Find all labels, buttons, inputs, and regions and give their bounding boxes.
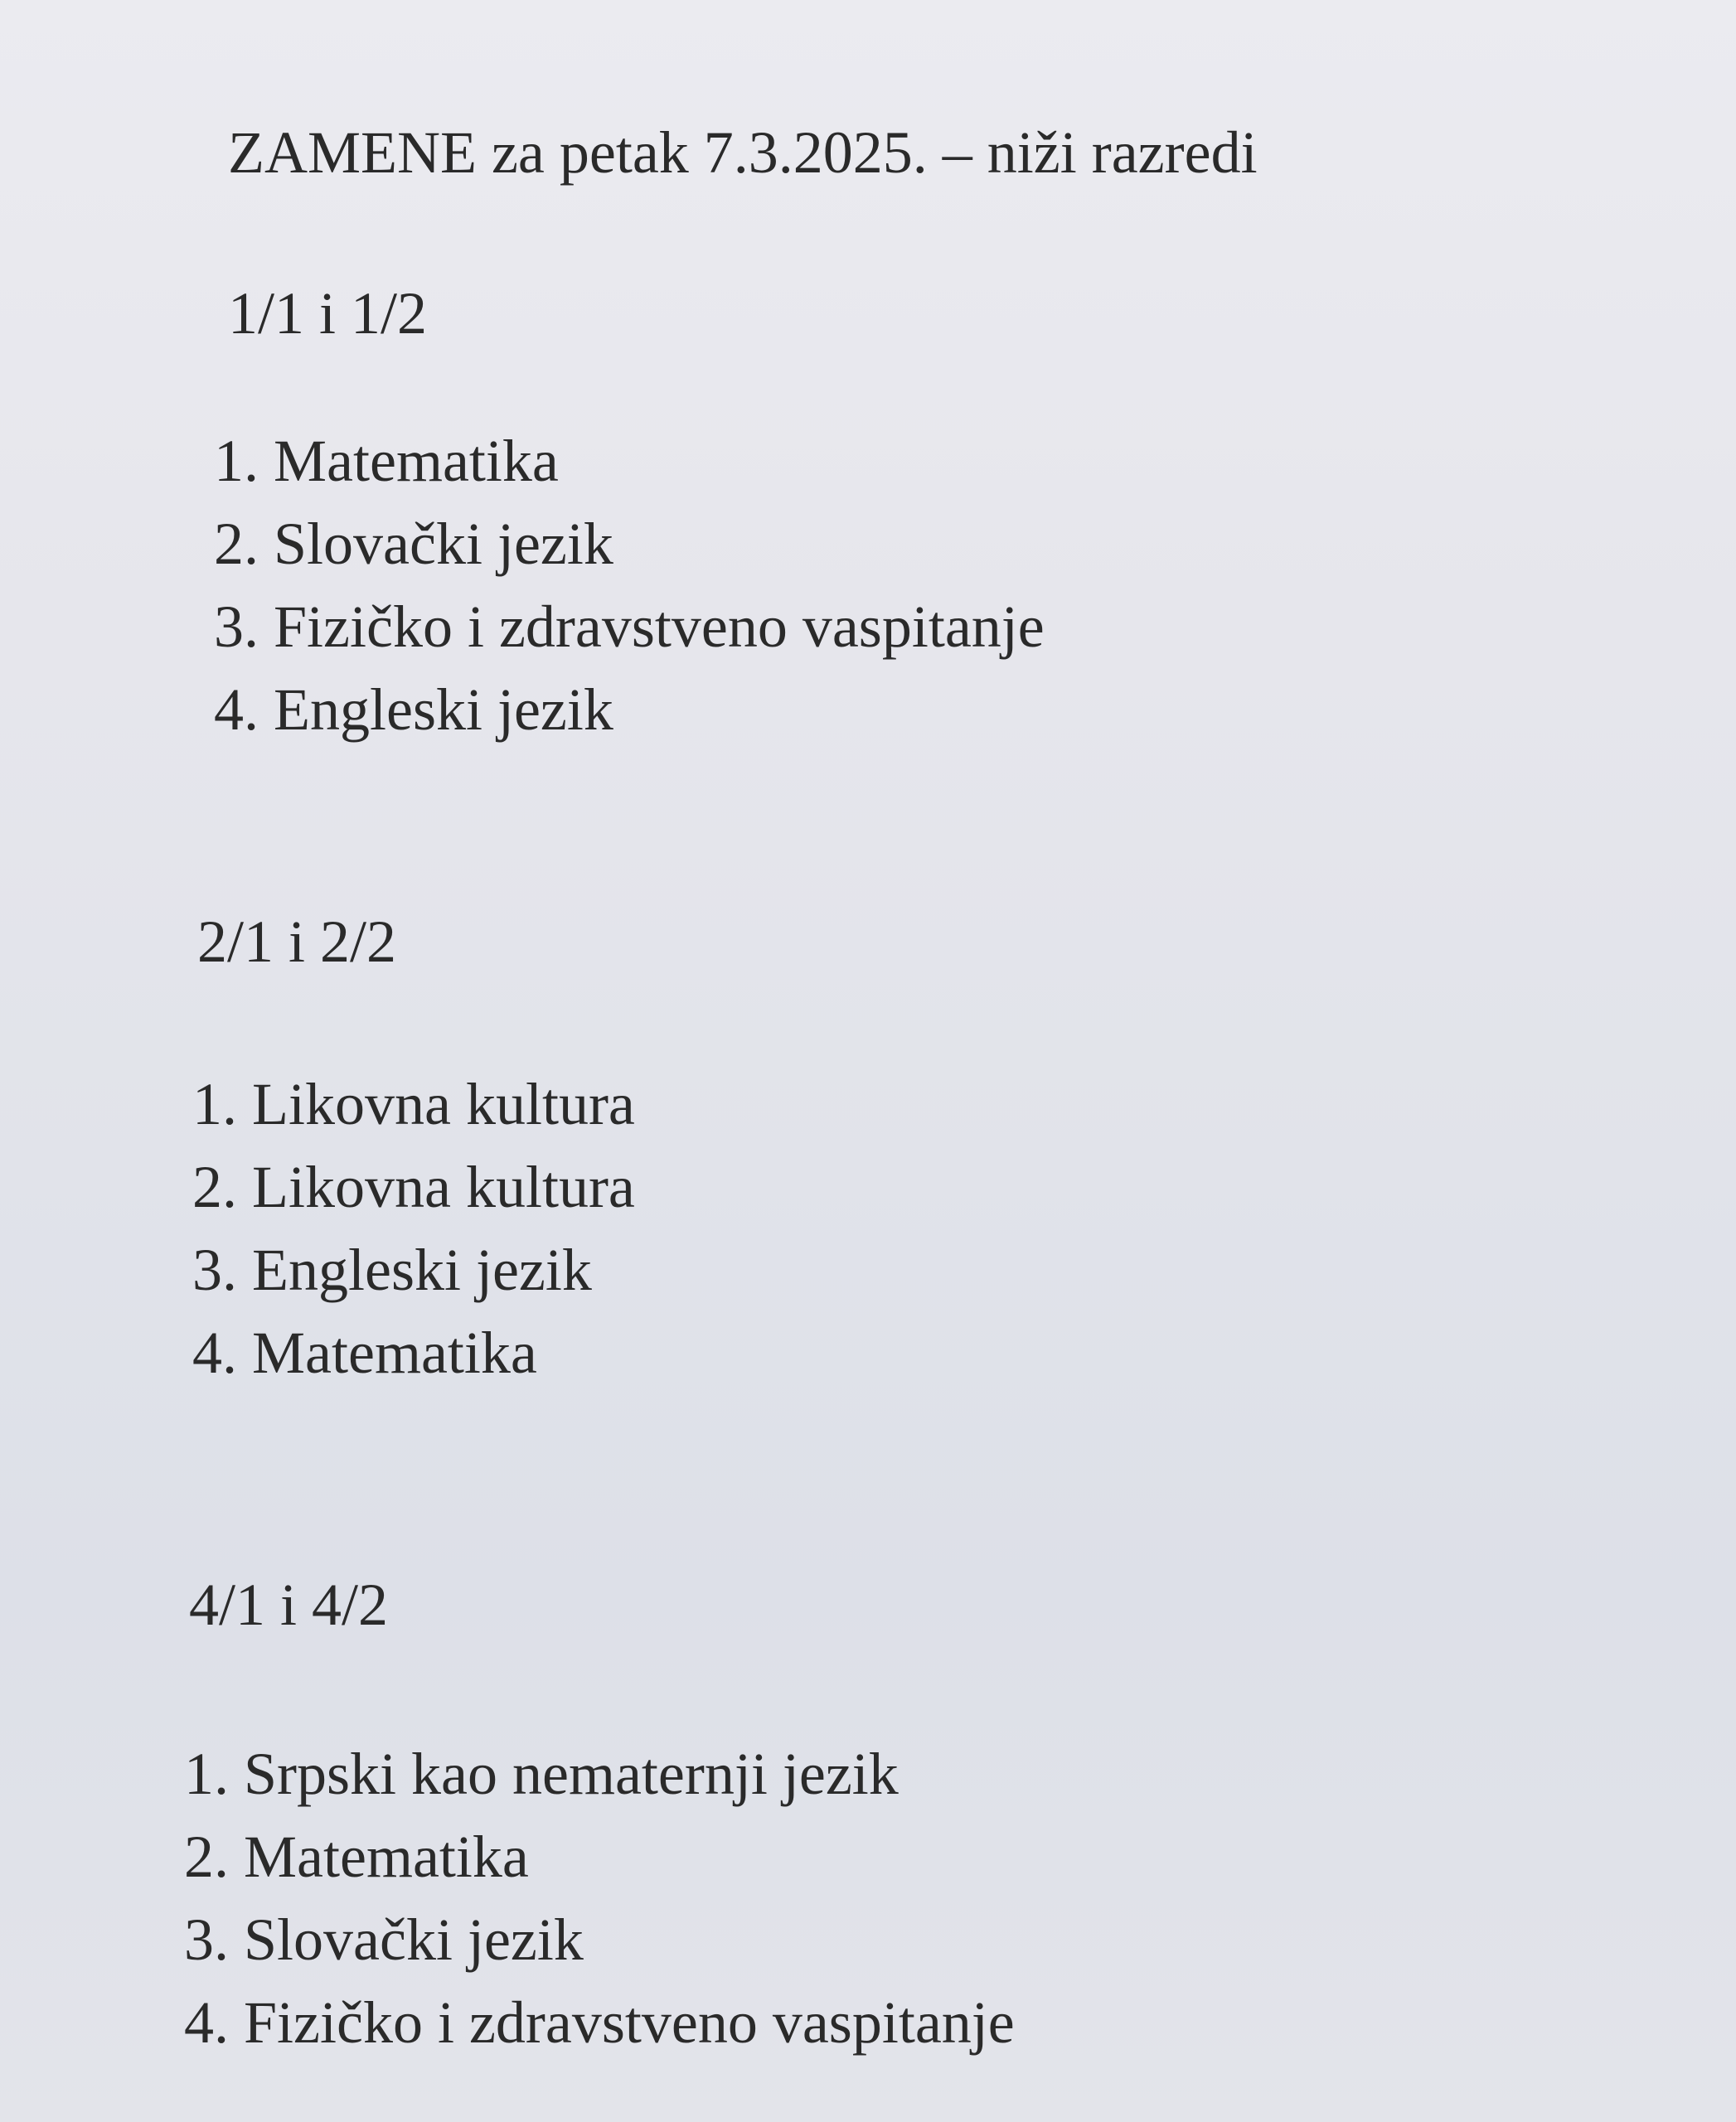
group-list-3 [184, 1732, 1015, 2064]
group-list-1 [214, 419, 1045, 751]
list-item: 4. Engleski jezik [214, 676, 613, 743]
list-item: 2. Matematika [184, 1824, 529, 1890]
list-item: 1. Likovna kultura [192, 1071, 635, 1137]
list-item: 2. Likovna kultura [192, 1154, 635, 1220]
list-item: 4. Matematika [192, 1320, 537, 1386]
list-item: 1. Matematika [214, 428, 559, 494]
list-item: 1. Srpski kao nematernji jezik [184, 1741, 899, 1807]
list-item: 3. Slovački jezik [184, 1906, 584, 1973]
group-heading-1: 1/1 i 1/2 [228, 280, 428, 346]
list-item: 2. Slovački jezik [214, 511, 613, 577]
list-item: 4. Fizičko i zdravstveno vaspitanje [184, 1989, 1015, 2056]
list-item: 3. Fizičko i zdravstveno vaspitanje [214, 593, 1045, 660]
group-heading-2: 2/1 i 2/2 [197, 908, 397, 975]
list-item: 3. Engleski jezik [192, 1237, 592, 1303]
group-heading-3: 4/1 i 4/2 [189, 1572, 389, 1638]
document-title: ZAMENE za petak 7.3.2025. – niži razredi [228, 119, 1258, 186]
group-list-2 [192, 1063, 635, 1394]
